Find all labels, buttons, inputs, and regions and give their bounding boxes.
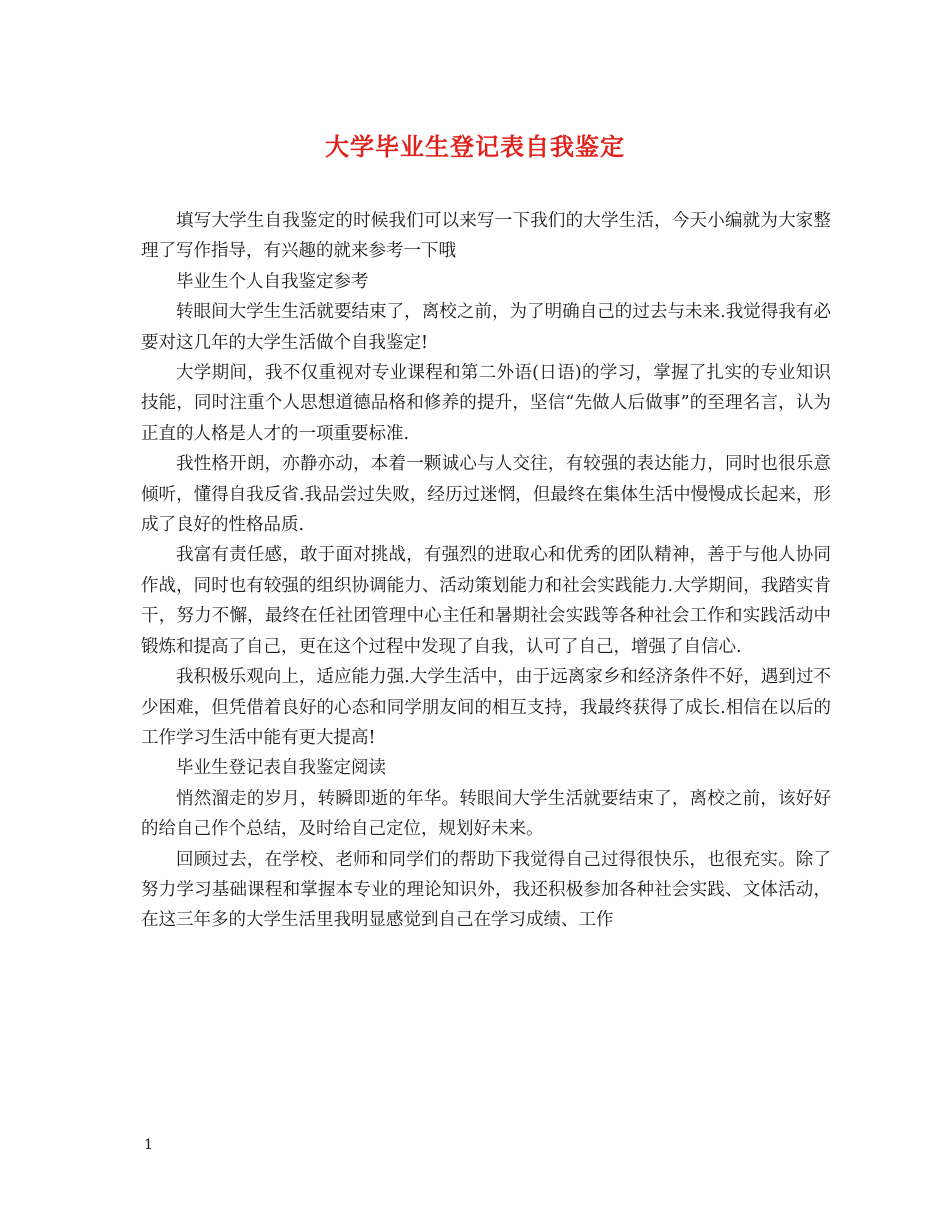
paragraph: 悄然溜走的岁月，转瞬即逝的年华。转眼间大学生活就要结束了，离校之前，该好好的给自己作个总结，及时给自己定位，规划好未来。 <box>141 788 831 840</box>
page-number: 1 <box>144 1137 153 1153</box>
paragraph: 大学期间，我不仅重视对专业课程和第二外语(日语)的学习，掌握了扎实的专业知识技能，同时注重个人思想道德品格和修养的提升，坚信“先做人后做事”的至理名言，认为正直的人格是人才的一项重要标准. <box>141 363 831 444</box>
document-title: 大学毕业生登记表自我鉴定 <box>325 132 625 161</box>
paragraph: 转眼间大学生生活就要结束了，离校之前，为了明确自己的过去与未来.我觉得我有必要对这几年的大学生活做个自我鉴定! <box>141 302 831 353</box>
section-heading-reference: 毕业生个人自我鉴定参考 <box>176 271 369 292</box>
paragraph: 回顾过去，在学校、老师和同学们的帮助下我觉得自己过得很快乐，也很充实。除了努力学习基础课程和掌握本专业的理论知识外，我还积极参加各种社会实践、文体活动，在这三年多的大学生活里我明显感觉到自己在学习成绩、工作 <box>141 849 831 931</box>
paragraph: 我性格开朗，亦静亦动，本着一颗诚心与人交往，有较强的表达能力，同时也很乐意倾听，懂得自我反省.我品尝过失败，经历过迷惘，但最终在集体生活中慢慢成长起来，形成了良好的性格品质. <box>141 454 831 536</box>
document-body <box>141 206 831 936</box>
paragraph: 我富有责任感，敢于面对挑战，有强烈的进取心和优秀的团队精神，善于与他人协同作战，同时也有较强的组织协调能力、活动策划能力和社会实践能力.大学期间，我踏实肯干，努力不懈，最终在任社团管理中心主任和暑期社会实践等各种社会工作和实践活动中锻炼和提高了自己，更在这个过程中发现了自我，认可了自己，增强了自信心. <box>141 545 831 657</box>
section-heading-reading: 毕业生登记表自我鉴定阅读 <box>176 758 386 779</box>
paragraph: 我积极乐观向上，适应能力强.大学生活中，由于远离家乡和经济条件不好，遇到过不少困难，但凭借着良好的心态和同学朋友间的相互支持，我最终获得了成长.相信在以后的工作学习生活中能有更大提高! <box>141 667 831 748</box>
paragraph-intro: 填写大学生自我鉴定的时候我们可以来写一下我们的大学生活，今天小编就为大家整理了写作指导，有兴趣的就来参考一下哦 <box>141 211 831 262</box>
